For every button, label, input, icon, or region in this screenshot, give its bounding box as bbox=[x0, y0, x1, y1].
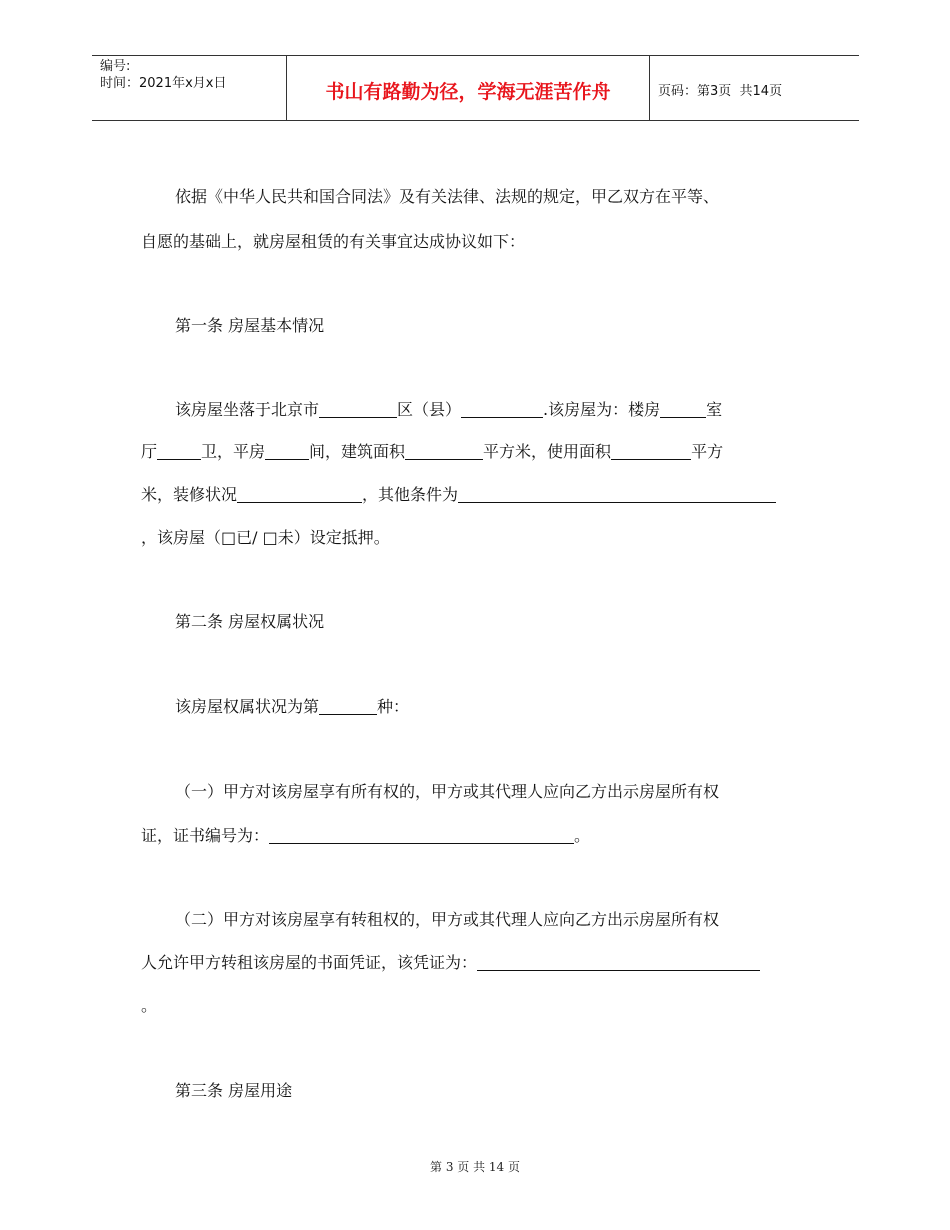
article-2-line bbox=[175, 697, 409, 717]
a2-item1-cert-label: 证，证书编号为： bbox=[141, 826, 270, 845]
district-blank bbox=[319, 401, 397, 418]
article-1-title: 第一条 房屋基本情况 bbox=[175, 316, 325, 335]
a2-text-kind: 种： bbox=[377, 697, 410, 716]
article-1-line-1 bbox=[175, 400, 810, 420]
a1-line2-text bbox=[141, 442, 723, 462]
intro-paragraph-line1 bbox=[175, 187, 810, 207]
a2-item2-text: （二）甲方对该房屋享有转租权的，甲方或其代理人应向乙方出示房屋所有权 bbox=[175, 910, 720, 929]
built-area-blank bbox=[405, 443, 483, 460]
halls-blank bbox=[157, 443, 201, 460]
page-label: 页码：第3页 共14页 bbox=[658, 83, 783, 99]
a1-line1-text bbox=[175, 400, 722, 420]
article-2-item-2-line-1 bbox=[175, 910, 810, 930]
a2-item2-voucher-label: 人允许甲方转租该房屋的书面凭证，该凭证为： bbox=[141, 953, 478, 972]
a1-text-district: 区（县） bbox=[397, 400, 462, 419]
a1-text-room: 室 bbox=[706, 400, 723, 419]
article-1-line-4: ，该房屋（□已/ □未）设定抵押。 bbox=[141, 528, 390, 547]
article-2-title: 第二条 房屋权属状况 bbox=[175, 612, 325, 631]
other-conditions-blank bbox=[458, 486, 776, 503]
ownership-type-blank bbox=[319, 698, 377, 715]
voucher-blank bbox=[477, 954, 760, 971]
a1-text-bath: 卫，平房 bbox=[201, 442, 266, 461]
intro-text-1: 依据《中华人民共和国合同法》及有关法律、法规的规定，甲乙双方在平等、 bbox=[175, 187, 720, 206]
intro-text-2: 自愿的基础上，就房屋租赁的有关事宜达成协议如下： bbox=[141, 232, 526, 251]
a2-item1-text: （一）甲方对该房屋享有所有权的，甲方或其代理人应向乙方出示房屋所有权 bbox=[175, 782, 720, 801]
a1-text-decoration: 米，装修状况 bbox=[141, 485, 238, 504]
a1-text-building: .该房屋为：楼房 bbox=[543, 400, 661, 419]
article-1-line-2 bbox=[141, 442, 810, 462]
usable-area-blank bbox=[611, 443, 691, 460]
header-page-cell bbox=[650, 56, 859, 120]
footer-page-number: 第 3 页 共 14 页 bbox=[430, 1160, 520, 1174]
a1-text-built-area: 间，建筑面积 bbox=[309, 442, 406, 461]
motto-text: 书山有路勤为径，学海无涯苦作舟 bbox=[325, 80, 611, 103]
certificate-number-blank bbox=[269, 827, 574, 844]
article-2-item-1-line-1 bbox=[175, 782, 810, 802]
decoration-blank bbox=[237, 486, 362, 503]
time-label: 时间：2021年x月x日 bbox=[100, 76, 227, 91]
document-header bbox=[92, 55, 859, 121]
bungalow-blank bbox=[265, 443, 309, 460]
article-3-title: 第三条 房屋用途 bbox=[175, 1081, 293, 1100]
article-2-item-2-line-3: 。 bbox=[141, 996, 158, 1015]
article-2-item-1-line-2 bbox=[141, 826, 590, 846]
header-meta-cell bbox=[92, 56, 287, 120]
a1-text-other: ，其他条件为 bbox=[362, 485, 459, 504]
rooms-blank bbox=[660, 401, 706, 418]
a1-text-hall: 厅 bbox=[141, 442, 158, 461]
a2-item1-period: 。 bbox=[574, 826, 591, 845]
page-footer bbox=[0, 1158, 950, 1175]
article-2-item-2-line-2 bbox=[141, 953, 760, 973]
number-label: 编号: bbox=[100, 59, 131, 74]
a2-text-type: 该房屋权属状况为第 bbox=[175, 697, 320, 716]
county-blank bbox=[461, 401, 543, 418]
a1-text-usable-area: 平方米，使用面积 bbox=[483, 442, 612, 461]
a1-text-location: 该房屋坐落于北京市 bbox=[175, 400, 320, 419]
article-1-line-3 bbox=[141, 485, 776, 505]
intro-paragraph-line2 bbox=[141, 232, 525, 252]
header-motto-cell bbox=[287, 56, 650, 120]
a1-text-sqm: 平方 bbox=[691, 442, 724, 461]
